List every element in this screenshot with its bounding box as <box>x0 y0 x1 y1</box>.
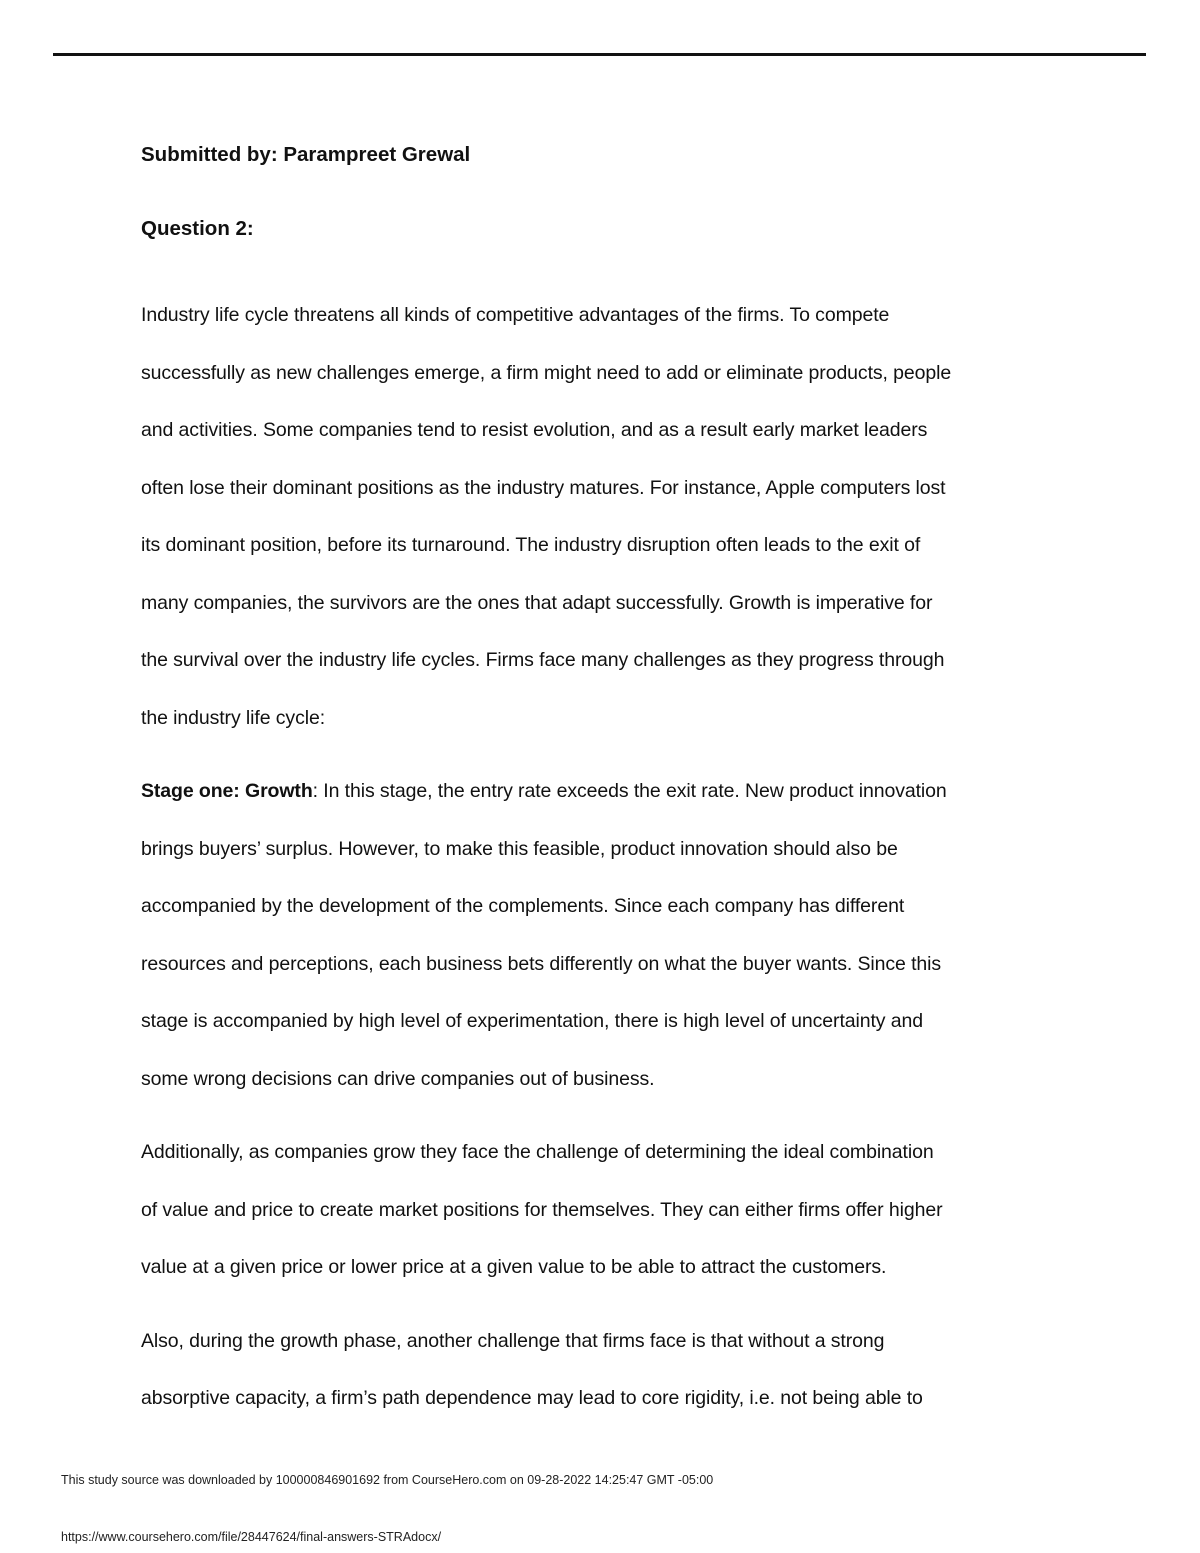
paragraph-growth-phase <box>141 1313 1061 1428</box>
paragraph-line: stage is accompanied by high level of experimentation, there is high level of uncertainty and <box>141 1010 924 1032</box>
paragraph-line: Also, during the growth phase, another challenge that firms face is that without a strong <box>141 1329 885 1352</box>
paragraph-line <box>141 763 1061 821</box>
paragraph-additionally <box>141 1124 1061 1297</box>
paragraph-line: absorptive capacity, a firm’s path dependence may lead to core rigidity, i.e. not being able to <box>141 1387 923 1409</box>
paragraph-text: : In this stage, the entry rate exceeds the exit rate. New product innovation <box>312 780 947 802</box>
paragraph-line: Additionally, as companies grow they face the challenge of determining the ideal combination <box>141 1141 934 1163</box>
paragraph-line: often lose their dominant positions as the industry matures. For instance, Apple computers lost <box>141 476 946 499</box>
paragraph-line: value at a given price or lower price at a given value to be able to attract the customers. <box>141 1256 887 1278</box>
paragraph-line: some wrong decisions can drive companies out of business. <box>141 1067 655 1090</box>
paragraph-stage-one <box>141 763 1061 1108</box>
paragraph-line: brings buyers’ surplus. However, to make this feasible, product innovation should also be <box>141 837 898 860</box>
top-rule <box>53 53 1146 56</box>
paragraph-line: accompanied by the development of the complements. Since each company has different <box>141 895 905 917</box>
paragraph-line: successfully as new challenges emerge, a firm might need to add or eliminate products, people <box>141 361 952 384</box>
download-notice: This study source was downloaded by 100000846901692 from CourseHero.com on 09-28-2022 14:25:47 GMT -05:00 <box>61 1473 714 1487</box>
paragraph-line: Industry life cycle threatens all kinds of competitive advantages of the firms. To compete <box>141 304 890 326</box>
source-url[interactable]: https://www.coursehero.com/file/28447624/final-answers-STRAdocx/ <box>61 1530 442 1544</box>
paragraph-line: many companies, the survivors are the ones that adapt successfully. Growth is imperative for <box>141 591 933 614</box>
question-heading: Question 2: <box>141 217 254 240</box>
paragraph-line: its dominant position, before its turnaround. The industry disruption often leads to the exit of <box>141 534 921 556</box>
paragraph-line: the survival over the industry life cycles. Firms face many challenges as they progress through <box>141 649 945 671</box>
paragraph-intro <box>141 287 1061 747</box>
paragraph-line: and activities. Some companies tend to resist evolution, and as a result early market leaders <box>141 419 928 441</box>
paragraph-line: resources and perceptions, each business bets differently on what the buyer wants. Since this <box>141 952 942 975</box>
paragraph-line: of value and price to create market positions for themselves. They can either firms offer higher <box>141 1198 943 1221</box>
submitted-by: Submitted by: Parampreet Grewal <box>141 143 471 166</box>
paragraph-line: the industry life cycle: <box>141 706 326 729</box>
document-body <box>141 140 1061 1444</box>
stage-one-lead: Stage one: Growth <box>141 780 313 802</box>
